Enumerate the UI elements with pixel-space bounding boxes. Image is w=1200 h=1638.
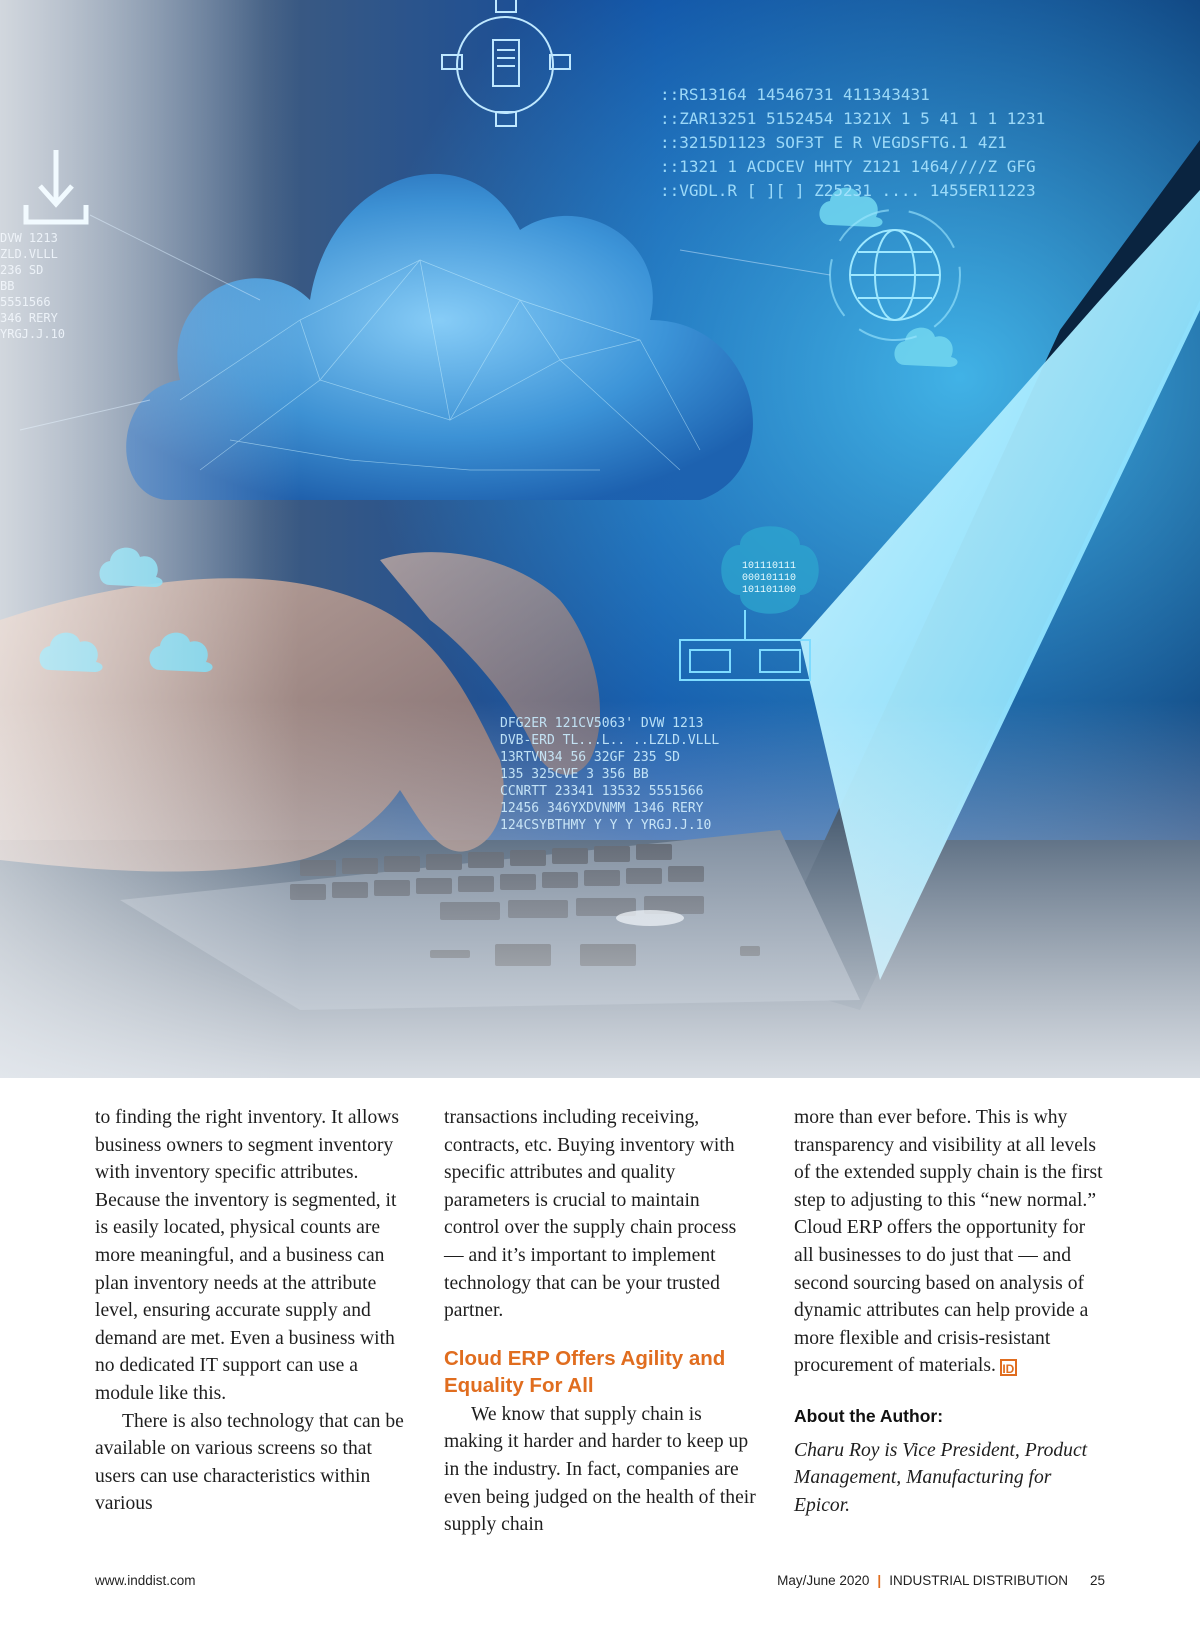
column-2 [444,1104,759,1539]
body-paragraph: There is also technology that can be available on various screens so that users can use characteristics within various [95,1410,404,1515]
body-paragraph: to finding the right inventory. It allows business owners to segment inventory with inventory specific attributes. Because the inventory is segmented, it is easily located, physical counts are more meaningful, and a business can plan inventory needs at the attribute level, ensuring accurate supply and demand are met. Even a business with no dedicated IT support can use a module like this. [95,1107,400,1404]
footer-publication: INDUSTRIAL DISTRIBUTION [889,1573,1068,1588]
footer-website: www.inddist.com [95,1573,196,1588]
footer-issue-date: May/June 2020 [777,1573,870,1588]
page-number: 25 [1089,1573,1105,1588]
body-paragraph [794,1104,1109,1380]
body-paragraph: transactions including receiving, contracts, etc. Buying inventory with specific attributes and quality parameters is crucial to maintain control over the supply chain process — and it’s important to implement technology that can be your trusted partner. [444,1107,737,1322]
body-paragraph: We know that supply chain is making it harder and harder to keep up in the industry. In fact, companies are even being judged on the health of their supply chain [444,1403,756,1536]
column-3 [794,1104,1109,1519]
footer-separator: | [877,1573,882,1588]
section-subhead: Cloud ERP Offers Agility and Equality For All [444,1346,726,1397]
body-paragraph-text: more than ever before. This is why transparency and visibility at all levels of the extended supply chain is the first step to adjusting to this “new normal.” Cloud ERP offers the opportunity for all businesses to do just that — and second sourcing based on analysis of dynamic attributes can help provide a more flexible and crisis-resistant procurement of materials. [794,1107,1103,1377]
author-bio: Charu Roy is Vice President, Product Management, Manufacturing for Epicor. [794,1439,1088,1516]
end-mark-icon: ID [1000,1359,1017,1376]
author-heading: About the Author: [794,1405,944,1426]
column-1 [95,1104,405,1518]
footer-issue-info [777,1573,1105,1588]
